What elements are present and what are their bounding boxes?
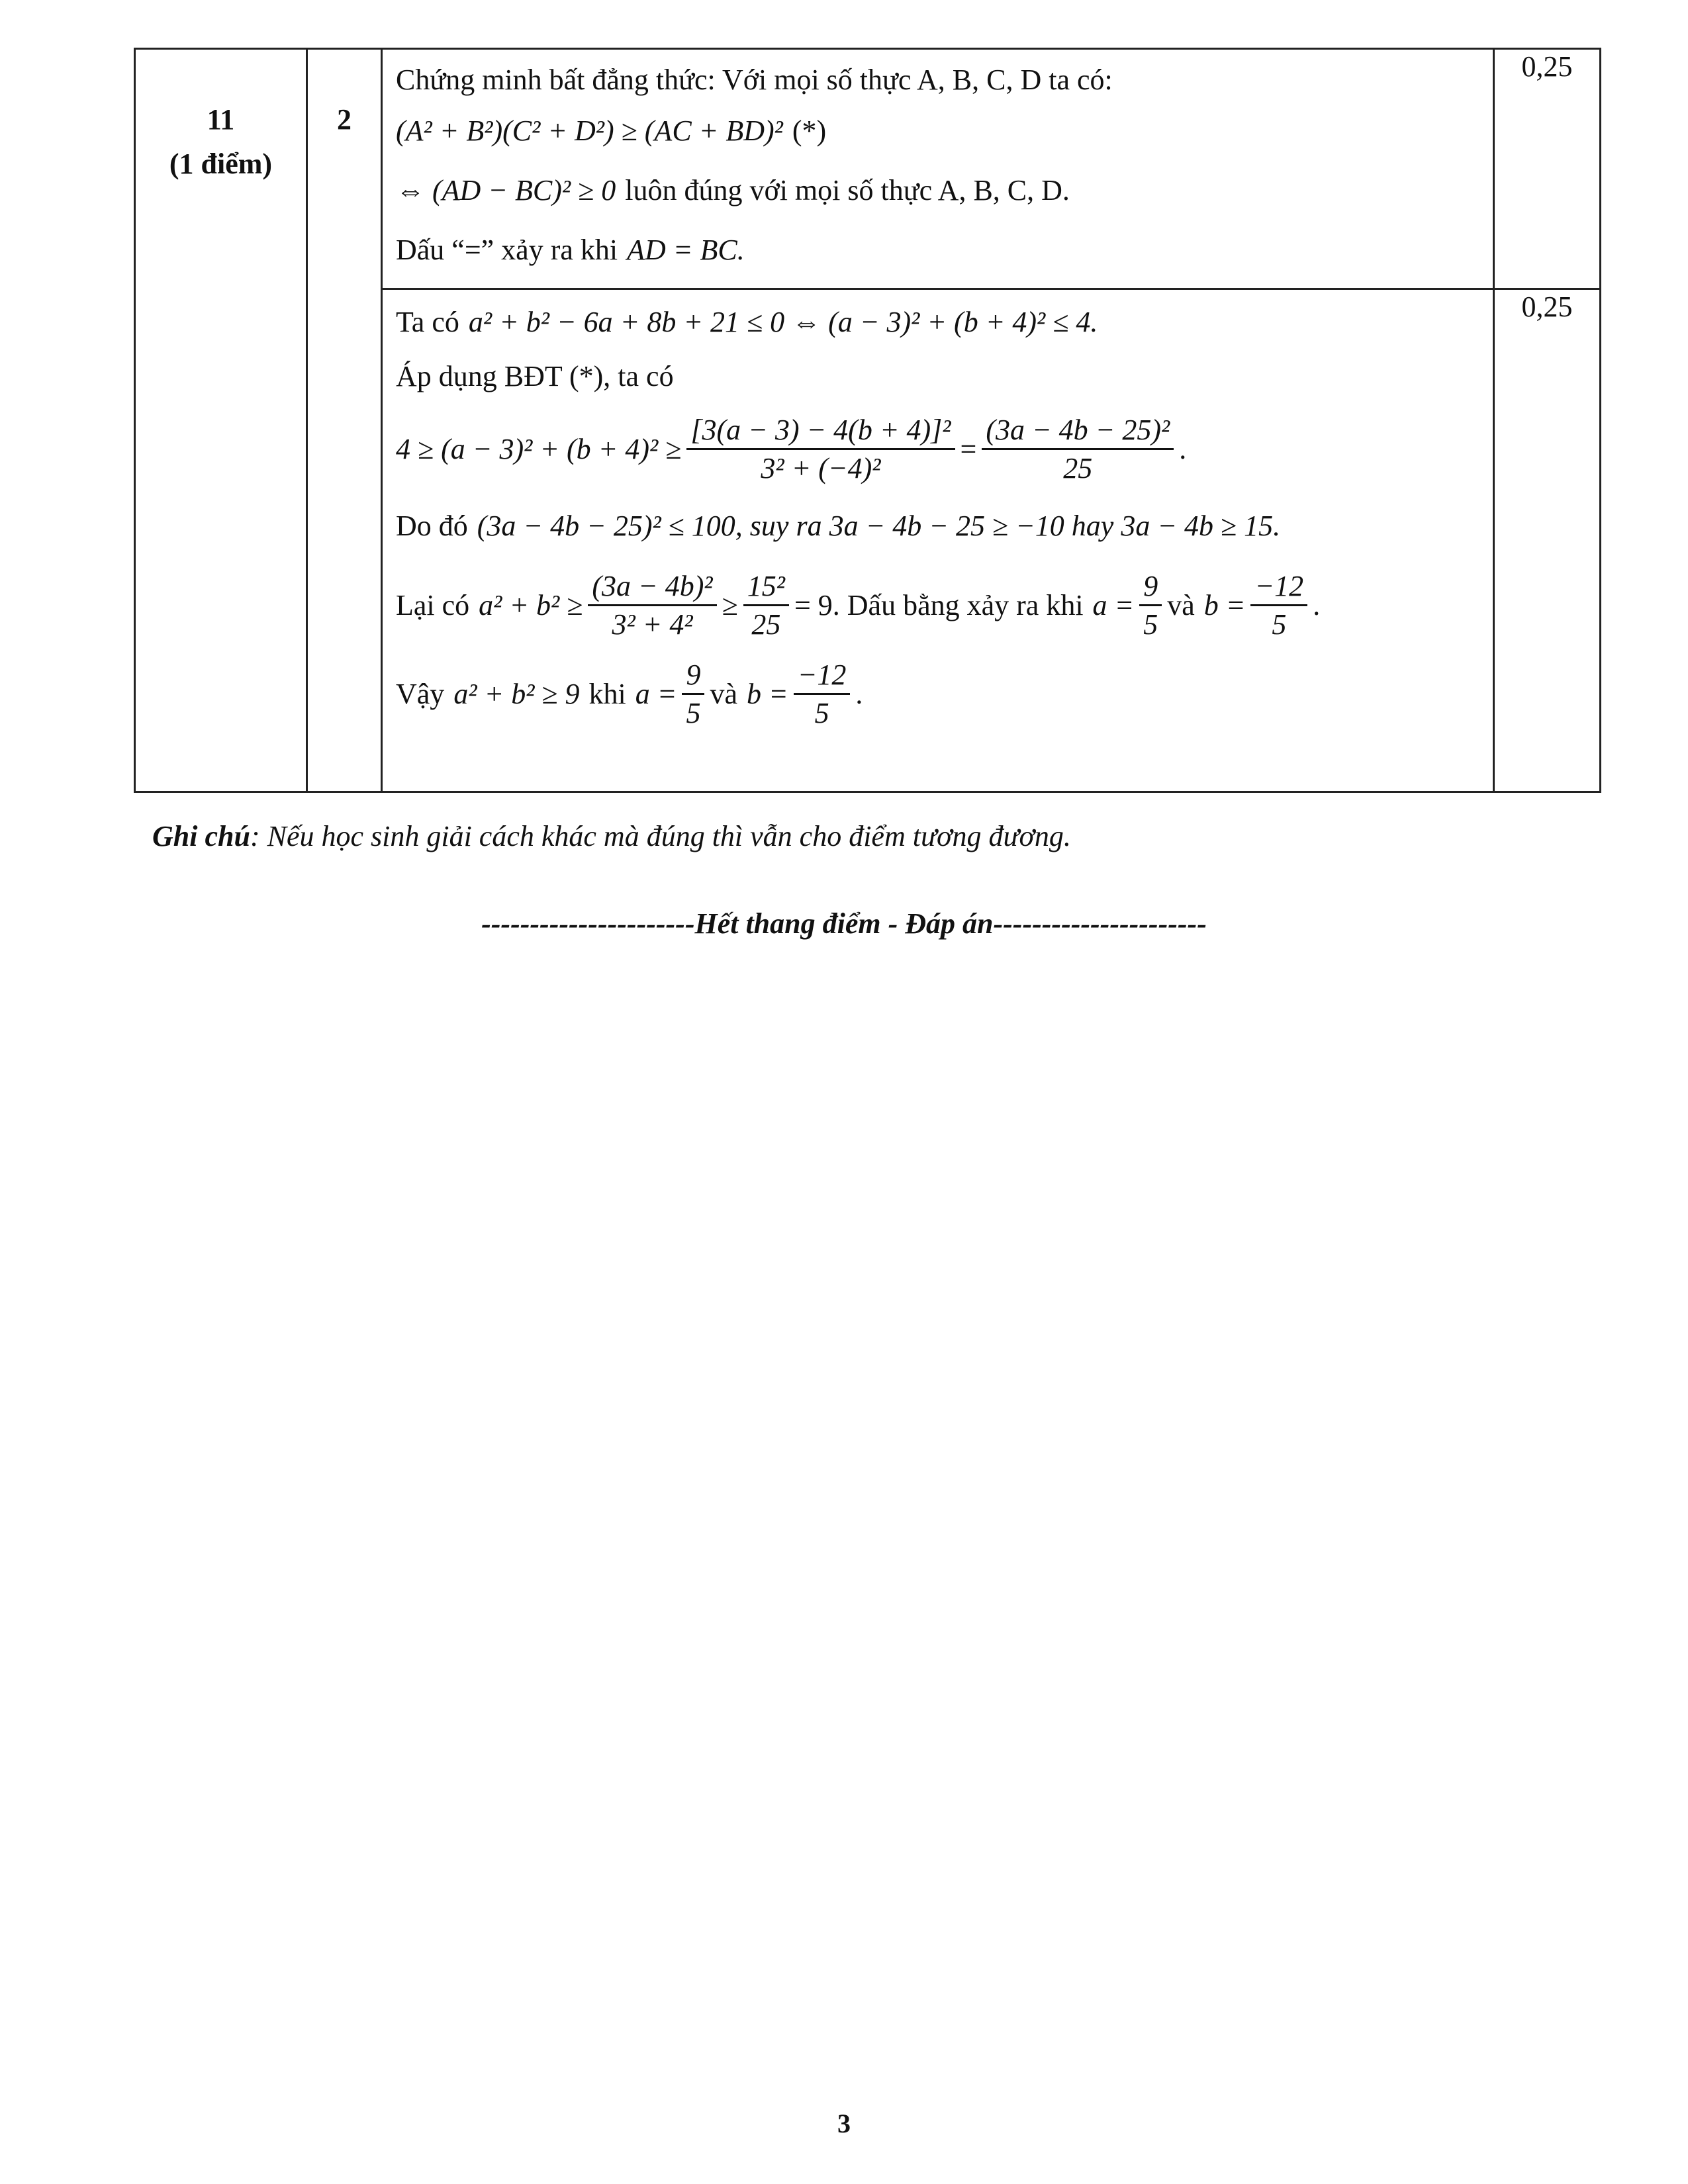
equivalence-text: luôn đúng với mọi số thực A, B, C, D. xyxy=(625,173,1070,206)
fraction-denominator: 3² + 4² xyxy=(612,608,693,641)
inequality-expression: (A² + B²)(C² + D²) ≥ (AC + BD)² xyxy=(396,114,783,147)
score-value: 0,25 xyxy=(1521,50,1573,83)
line-text: khi xyxy=(588,677,626,710)
line-text: Vậy xyxy=(396,677,445,710)
fraction xyxy=(588,569,716,641)
line-expression: a² + b² − 6a + 8b + 21 ≤ 0 ⇔ (a − 3)² + (b + 4)² ≤ 4. xyxy=(468,305,1098,338)
intro-line xyxy=(396,56,1479,103)
fraction xyxy=(743,569,789,641)
equivalence-expression: ⇔ (AD − BC)² ≥ 0 xyxy=(396,173,616,206)
line-expression: 4 ≥ (a − 3)² + (b + 4)² ≥ xyxy=(396,432,682,465)
fraction-numerator: (3a − 4b)² xyxy=(588,569,716,606)
solution-line-4 xyxy=(396,492,1479,559)
footnote-text: : Nếu học sinh giải cách khác mà đúng thì vẫn cho điểm tương đương. xyxy=(250,820,1071,852)
inequality-line xyxy=(396,103,1479,158)
table-row xyxy=(135,49,1601,289)
fraction-numerator: −12 xyxy=(794,658,851,695)
solution-line-1 xyxy=(396,296,1479,347)
solution-cell-2 xyxy=(382,289,1494,792)
end-of-answer-key: ----------------------Hết thang điểm - Đáp án---------------------- xyxy=(481,907,1207,940)
intro-text: Chứng minh bất đẳng thức: Với mọi số thực A, B, C, D ta có: xyxy=(396,63,1113,96)
fraction-denominator: 5 xyxy=(686,696,701,729)
variable-a: a = xyxy=(1092,588,1135,621)
punctuation: . xyxy=(855,677,863,710)
fraction-numerator: [3(a − 3) − 4(b + 4)]² xyxy=(686,413,955,450)
fraction-denominator: 3² + (−4)² xyxy=(761,451,881,484)
equals-sign: = xyxy=(960,432,977,465)
variable-b: b = xyxy=(1203,588,1246,621)
line-text: Ta có xyxy=(396,305,459,338)
line-expression: a² + b² ≥ 9 xyxy=(453,677,580,710)
fraction xyxy=(1250,569,1307,641)
solution-line-3 xyxy=(396,405,1479,492)
line-text: = 9. Dấu bằng xảy ra khi xyxy=(794,588,1084,621)
inequality-tag: (*) xyxy=(792,114,827,147)
fraction-denominator: 25 xyxy=(751,608,781,641)
fraction-denominator: 5 xyxy=(814,696,829,729)
fraction xyxy=(794,658,851,730)
fraction xyxy=(982,413,1174,485)
part-number: 2 xyxy=(337,103,352,136)
solution-line-2 xyxy=(396,347,1479,405)
solution-cell-1 xyxy=(382,49,1494,289)
equality-expression: AD = BC. xyxy=(627,233,745,266)
line-expression: (3a − 4b − 25)² ≤ 100, suy ra 3a − 4b − 25 ≥ −10 hay 3a − 4b ≥ 15. xyxy=(477,509,1281,542)
equality-line xyxy=(396,222,1479,277)
fraction-numerator: −12 xyxy=(1250,569,1307,606)
punctuation: . xyxy=(1313,588,1321,621)
fraction-denominator: 5 xyxy=(1272,608,1287,641)
line-text: Lại có xyxy=(396,588,470,621)
fraction-denominator: 5 xyxy=(1143,608,1158,641)
score-value: 0,25 xyxy=(1521,291,1573,323)
fraction xyxy=(682,658,704,730)
line-text: Do đó xyxy=(396,509,468,542)
grading-table xyxy=(134,48,1601,793)
variable-b: b = xyxy=(747,677,788,710)
question-cell xyxy=(135,49,307,792)
punctuation: . xyxy=(1179,432,1187,465)
fraction-denominator: 25 xyxy=(1063,451,1093,484)
question-points: (1 điểm) xyxy=(169,148,273,180)
solution-line-6 xyxy=(396,651,1479,736)
ge-sign: ≥ xyxy=(722,588,738,621)
fraction xyxy=(1139,569,1162,641)
question-number: 11 xyxy=(207,103,235,136)
conjunction: và xyxy=(1167,588,1195,621)
line-text: Áp dụng BĐT (*), ta có xyxy=(396,359,674,392)
fraction-numerator: (3a − 4b − 25)² xyxy=(982,413,1174,450)
page-number: 3 xyxy=(837,2109,851,2138)
fraction-numerator: 15² xyxy=(743,569,789,606)
part-cell xyxy=(307,49,382,792)
score-cell-1 xyxy=(1494,49,1601,289)
footnote xyxy=(152,819,1071,853)
fraction xyxy=(686,413,955,485)
equivalence-line xyxy=(396,158,1479,222)
equality-text: Dấu “=” xảy ra khi xyxy=(396,233,618,266)
conjunction: và xyxy=(710,677,738,710)
line-expression: a² + b² ≥ xyxy=(479,588,583,621)
fraction-numerator: 9 xyxy=(682,658,704,695)
score-cell-2 xyxy=(1494,289,1601,792)
variable-a: a = xyxy=(635,677,677,710)
solution-line-5 xyxy=(396,559,1479,651)
fraction-numerator: 9 xyxy=(1139,569,1162,606)
footnote-label: Ghi chú xyxy=(152,820,250,852)
